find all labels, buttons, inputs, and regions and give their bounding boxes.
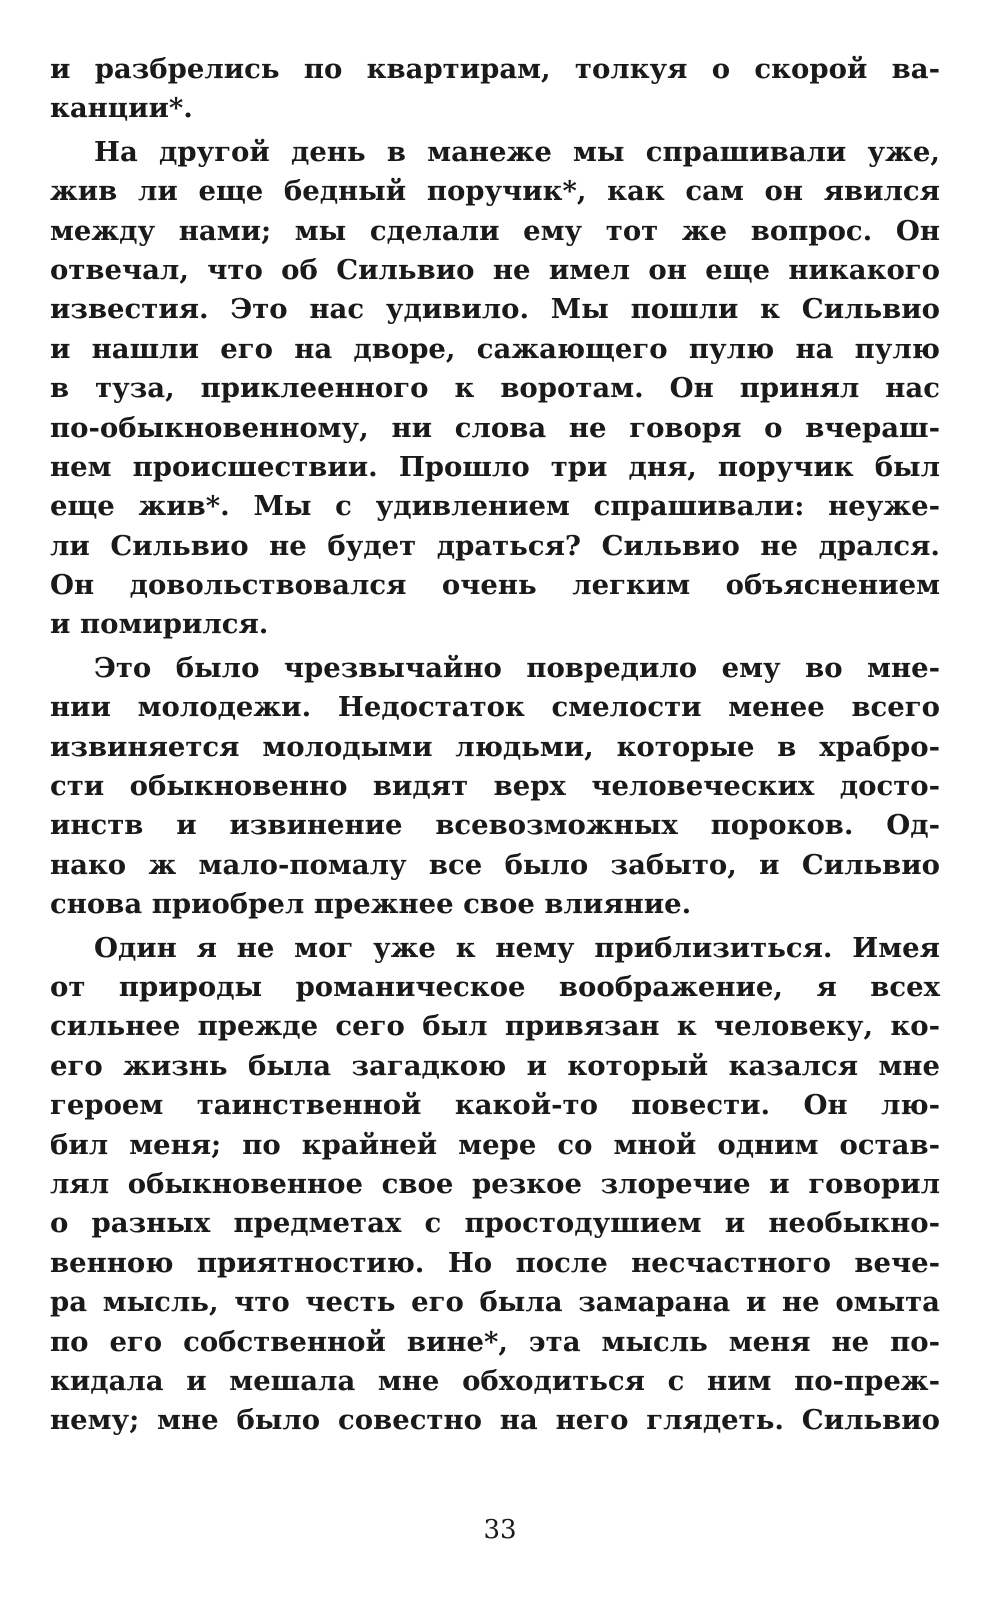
text-line: нии молодежи. Недостаток смелости менее всего	[50, 691, 940, 724]
text-line: ли Сильвио не будет драться? Сильвио не дрался.	[50, 529, 940, 562]
body-text	[50, 50, 940, 1441]
text-line: нако ж мало-помалу все было забыто, и Сильвио	[50, 848, 940, 881]
text-line: известия. Это нас удивило. Мы пошли к Сильвио	[50, 293, 940, 326]
text-line: о разных предметах с простодушием и необыкно-	[50, 1207, 940, 1240]
text-line: бил меня; по крайней мере со мной одним остав-	[50, 1128, 940, 1161]
text-line: снова приобрел прежнее свое влияние.	[50, 888, 692, 921]
text-line: сти обыкновенно видят верх человеческих досто-	[50, 770, 940, 803]
text-line: Один я не мог уже к нему приблизиться. Имея	[94, 931, 940, 964]
text-line: На другой день в манеже мы спрашивали уже,	[94, 135, 940, 168]
text-line: его жизнь была загадкою и который казался мне	[50, 1049, 940, 1082]
text-line: венною приятностию. Но после несчастного вече-	[50, 1246, 940, 1279]
text-line: ра мысль, что честь его была замарана и не омыта	[50, 1286, 940, 1319]
text-line: по его собственной вине*, эта мысль меня не по-	[50, 1325, 940, 1358]
text-line: инств и извинение всевозможных пороков. Од-	[50, 809, 940, 842]
page-number: 33	[483, 1515, 517, 1545]
text-line: Он довольствовался очень легким объяснением	[50, 569, 940, 602]
paragraph	[50, 649, 940, 925]
text-line: и нашли его на дворе, сажающего пулю на пулю	[50, 332, 940, 365]
text-line: по-обыкновенному, ни слова не говоря о вчераш-	[50, 411, 940, 444]
text-line: извиняется молодыми людьми, которые в храбро-	[50, 730, 940, 763]
paragraph	[50, 133, 940, 645]
text-line: нему; мне было совестно на него глядеть. Сильвио	[50, 1404, 940, 1437]
text-line: в туза, приклеенного к воротам. Он принял нас	[50, 372, 940, 405]
text-line: между нами; мы сделали ему тот же вопрос. Он	[50, 214, 940, 247]
text-line: и помирился.	[50, 608, 269, 641]
text-line: Это было чрезвычайно повредило ему во мне-	[94, 651, 940, 684]
text-line: отвечал, что об Сильвио не имел он еще никакого	[50, 253, 940, 286]
text-line: сильнее прежде сего был привязан к человеку, ко-	[50, 1010, 940, 1043]
text-line: героем таинственной какой-то повести. Он лю-	[50, 1089, 940, 1122]
text-line: кидала и мешала мне обходиться с ним по-преж-	[50, 1364, 940, 1397]
text-line: нем происшествии. Прошло три дня, поручик был	[50, 450, 940, 483]
text-line: жив ли еще бедный поручик*, как сам он явился	[50, 175, 940, 208]
text-line: лял обыкновенное свое резкое злоречие и говорил	[50, 1167, 940, 1200]
text-line: от природы романическое воображение, я всех	[50, 970, 940, 1003]
text-line: еще жив*. Мы с удивлением спрашивали: неуже-	[50, 490, 940, 523]
paragraph	[50, 50, 940, 129]
text-line: и разбрелись по квартирам, толкуя о скорой ва-	[50, 53, 940, 85]
paragraph	[50, 929, 940, 1441]
text-line: канции*.	[50, 92, 193, 125]
